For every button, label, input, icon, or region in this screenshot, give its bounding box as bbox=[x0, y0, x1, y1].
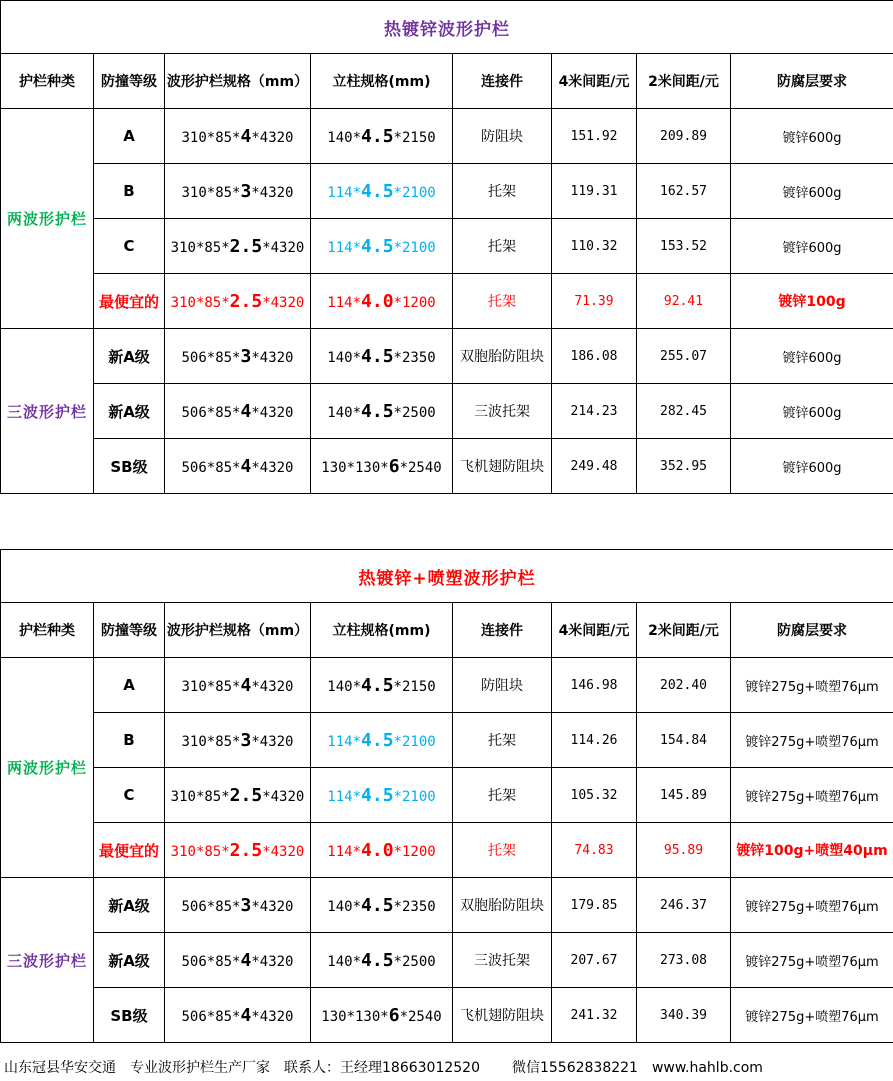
post-spec-cell: 114*4.5*2100 bbox=[311, 219, 453, 274]
price-table-galvanized bbox=[0, 0, 893, 494]
beam-spec-cell: 506*85*4*4320 bbox=[165, 384, 311, 439]
beam-spec-cell: 310*85*2.5*4320 bbox=[165, 219, 311, 274]
beam-spec-cell: 506*85*3*4320 bbox=[165, 329, 311, 384]
connector-cell: 双胞胎防阻块 bbox=[453, 878, 552, 933]
coating-cell: 镀锌600g bbox=[731, 329, 893, 384]
post-spec-cell: 114*4.5*2100 bbox=[311, 164, 453, 219]
grade-cell: SB级 bbox=[94, 988, 165, 1043]
price-4m-cell: 241.32 bbox=[552, 988, 637, 1043]
price-4m-cell: 207.67 bbox=[552, 933, 637, 988]
post-spec-cell: 114*4.0*1200 bbox=[311, 274, 453, 329]
connector-cell: 托架 bbox=[453, 713, 552, 768]
beam-spec-cell: 506*85*4*4320 bbox=[165, 988, 311, 1043]
connector-cell: 三波托架 bbox=[453, 384, 552, 439]
table-row bbox=[1, 658, 893, 713]
guardrail-type-three-wave: 三波形护栏 bbox=[1, 329, 94, 494]
connector-cell: 防阻块 bbox=[453, 658, 552, 713]
connector-cell: 三波托架 bbox=[453, 933, 552, 988]
price-4m-cell: 74.83 bbox=[552, 823, 637, 878]
post-spec-cell: 130*130*6*2540 bbox=[311, 439, 453, 494]
header-2m-price: 2米间距/元 bbox=[637, 54, 731, 109]
header-4m-price: 4米间距/元 bbox=[552, 603, 637, 658]
price-4m-cell: 151.92 bbox=[552, 109, 637, 164]
grade-cell: C bbox=[94, 219, 165, 274]
grade-cell: 最便宜的 bbox=[94, 274, 165, 329]
header-post-spec: 立柱规格(mm) bbox=[311, 603, 453, 658]
beam-spec-cell: 310*85*4*4320 bbox=[165, 658, 311, 713]
coating-cell: 镀锌275g+喷塑76μm bbox=[731, 713, 893, 768]
coating-cell: 镀锌600g bbox=[731, 109, 893, 164]
table-gap bbox=[0, 494, 893, 549]
connector-cell: 托架 bbox=[453, 823, 552, 878]
table-row bbox=[1, 768, 893, 823]
post-spec-cell: 140*4.5*2150 bbox=[311, 658, 453, 713]
header-crash-grade: 防撞等级 bbox=[94, 54, 165, 109]
table-title-row bbox=[1, 1, 893, 54]
connector-cell: 双胞胎防阻块 bbox=[453, 329, 552, 384]
footer-contact-info bbox=[4, 1057, 893, 1077]
post-spec-cell: 140*4.5*2500 bbox=[311, 933, 453, 988]
table-row bbox=[1, 219, 893, 274]
footer-website: www.hahlb.com bbox=[651, 1060, 763, 1076]
post-spec-cell: 140*4.5*2350 bbox=[311, 329, 453, 384]
connector-cell: 飞机翅防阻块 bbox=[453, 439, 552, 494]
coating-cell: 镀锌600g bbox=[731, 219, 893, 274]
table-title-row bbox=[1, 550, 893, 603]
price-2m-cell: 273.08 bbox=[637, 933, 731, 988]
price-2m-cell: 352.95 bbox=[637, 439, 731, 494]
post-spec-cell: 140*4.5*2350 bbox=[311, 878, 453, 933]
price-4m-cell: 114.26 bbox=[552, 713, 637, 768]
price-2m-cell: 255.07 bbox=[637, 329, 731, 384]
coating-cell: 镀锌100g bbox=[731, 274, 893, 329]
connector-cell: 托架 bbox=[453, 768, 552, 823]
table-header-row bbox=[1, 54, 893, 109]
price-4m-cell: 105.32 bbox=[552, 768, 637, 823]
price-2m-cell: 154.84 bbox=[637, 713, 731, 768]
footer-tagline: 专业波形护栏生产厂家 bbox=[130, 1060, 270, 1076]
price-2m-cell: 162.57 bbox=[637, 164, 731, 219]
table-row bbox=[1, 933, 893, 988]
table-row bbox=[1, 878, 893, 933]
coating-cell: 镀锌275g+喷塑76μm bbox=[731, 988, 893, 1043]
table-row-cheapest bbox=[1, 274, 893, 329]
coating-cell: 镀锌600g bbox=[731, 164, 893, 219]
grade-cell: B bbox=[94, 164, 165, 219]
price-2m-cell: 282.45 bbox=[637, 384, 731, 439]
price-2m-cell: 153.52 bbox=[637, 219, 731, 274]
grade-cell: 新A级 bbox=[94, 933, 165, 988]
header-guardrail-type: 护栏种类 bbox=[1, 603, 94, 658]
footer-wechat: 微信15562838221 bbox=[511, 1060, 638, 1076]
price-4m-cell: 119.31 bbox=[552, 164, 637, 219]
price-2m-cell: 92.41 bbox=[637, 274, 731, 329]
footer-company: 山东冠县华安交通 bbox=[4, 1060, 116, 1076]
post-spec-cell: 114*4.0*1200 bbox=[311, 823, 453, 878]
connector-cell: 托架 bbox=[453, 164, 552, 219]
table-header-row bbox=[1, 603, 893, 658]
grade-cell: SB级 bbox=[94, 439, 165, 494]
price-4m-cell: 214.23 bbox=[552, 384, 637, 439]
price-4m-cell: 146.98 bbox=[552, 658, 637, 713]
grade-cell: 新A级 bbox=[94, 384, 165, 439]
beam-spec-cell: 310*85*3*4320 bbox=[165, 713, 311, 768]
coating-cell: 镀锌600g bbox=[731, 384, 893, 439]
price-4m-cell: 249.48 bbox=[552, 439, 637, 494]
price-4m-cell: 71.39 bbox=[552, 274, 637, 329]
guardrail-type-two-wave: 两波形护栏 bbox=[1, 109, 94, 329]
header-connector: 连接件 bbox=[453, 54, 552, 109]
header-4m-price: 4米间距/元 bbox=[552, 54, 637, 109]
grade-cell: A bbox=[94, 109, 165, 164]
guardrail-type-three-wave: 三波形护栏 bbox=[1, 878, 94, 1043]
price-2m-cell: 340.39 bbox=[637, 988, 731, 1043]
connector-cell: 托架 bbox=[453, 219, 552, 274]
grade-cell: B bbox=[94, 713, 165, 768]
post-spec-cell: 140*4.5*2150 bbox=[311, 109, 453, 164]
beam-spec-cell: 310*85*2.5*4320 bbox=[165, 768, 311, 823]
coating-cell: 镀锌600g bbox=[731, 439, 893, 494]
table-row bbox=[1, 164, 893, 219]
post-spec-cell: 140*4.5*2500 bbox=[311, 384, 453, 439]
guardrail-type-two-wave: 两波形护栏 bbox=[1, 658, 94, 878]
header-beam-spec: 波形护栏规格（mm） bbox=[165, 603, 311, 658]
beam-spec-cell: 506*85*4*4320 bbox=[165, 439, 311, 494]
table-row-cheapest bbox=[1, 823, 893, 878]
header-crash-grade: 防撞等级 bbox=[94, 603, 165, 658]
coating-cell: 镀锌275g+喷塑76μm bbox=[731, 658, 893, 713]
beam-spec-cell: 310*85*3*4320 bbox=[165, 164, 311, 219]
grade-cell: 新A级 bbox=[94, 878, 165, 933]
price-4m-cell: 186.08 bbox=[552, 329, 637, 384]
table-row bbox=[1, 329, 893, 384]
beam-spec-cell: 310*85*4*4320 bbox=[165, 109, 311, 164]
header-2m-price: 2米间距/元 bbox=[637, 603, 731, 658]
grade-cell: A bbox=[94, 658, 165, 713]
header-guardrail-type: 护栏种类 bbox=[1, 54, 94, 109]
post-spec-cell: 130*130*6*2540 bbox=[311, 988, 453, 1043]
connector-cell: 飞机翅防阻块 bbox=[453, 988, 552, 1043]
connector-cell: 防阻块 bbox=[453, 109, 552, 164]
table-row bbox=[1, 109, 893, 164]
price-2m-cell: 209.89 bbox=[637, 109, 731, 164]
price-2m-cell: 145.89 bbox=[637, 768, 731, 823]
table-row bbox=[1, 439, 893, 494]
table-row bbox=[1, 713, 893, 768]
table-title: 热镀锌+喷塑波形护栏 bbox=[1, 550, 893, 603]
header-coating: 防腐层要求 bbox=[731, 54, 893, 109]
price-4m-cell: 179.85 bbox=[552, 878, 637, 933]
header-connector: 连接件 bbox=[453, 603, 552, 658]
price-table-galvanized-sprayed bbox=[0, 549, 893, 1043]
coating-cell: 镀锌275g+喷塑76μm bbox=[731, 878, 893, 933]
beam-spec-cell: 506*85*3*4320 bbox=[165, 878, 311, 933]
grade-cell: 新A级 bbox=[94, 329, 165, 384]
beam-spec-cell: 310*85*2.5*4320 bbox=[165, 274, 311, 329]
connector-cell: 托架 bbox=[453, 274, 552, 329]
price-4m-cell: 110.32 bbox=[552, 219, 637, 274]
table-title: 热镀锌波形护栏 bbox=[1, 1, 893, 54]
header-coating: 防腐层要求 bbox=[731, 603, 893, 658]
table-row bbox=[1, 384, 893, 439]
beam-spec-cell: 310*85*2.5*4320 bbox=[165, 823, 311, 878]
coating-cell: 镀锌275g+喷塑76μm bbox=[731, 933, 893, 988]
coating-cell: 镀锌100g+喷塑40μm bbox=[731, 823, 893, 878]
coating-cell: 镀锌275g+喷塑76μm bbox=[731, 768, 893, 823]
post-spec-cell: 114*4.5*2100 bbox=[311, 713, 453, 768]
footer-contact-person: 联系人：王经理18663012520 bbox=[284, 1060, 480, 1076]
header-beam-spec: 波形护栏规格（mm） bbox=[165, 54, 311, 109]
grade-cell: 最便宜的 bbox=[94, 823, 165, 878]
price-2m-cell: 246.37 bbox=[637, 878, 731, 933]
post-spec-cell: 114*4.5*2100 bbox=[311, 768, 453, 823]
header-post-spec: 立柱规格(mm) bbox=[311, 54, 453, 109]
table-row bbox=[1, 988, 893, 1043]
grade-cell: C bbox=[94, 768, 165, 823]
beam-spec-cell: 506*85*4*4320 bbox=[165, 933, 311, 988]
price-2m-cell: 95.89 bbox=[637, 823, 731, 878]
price-2m-cell: 202.40 bbox=[637, 658, 731, 713]
